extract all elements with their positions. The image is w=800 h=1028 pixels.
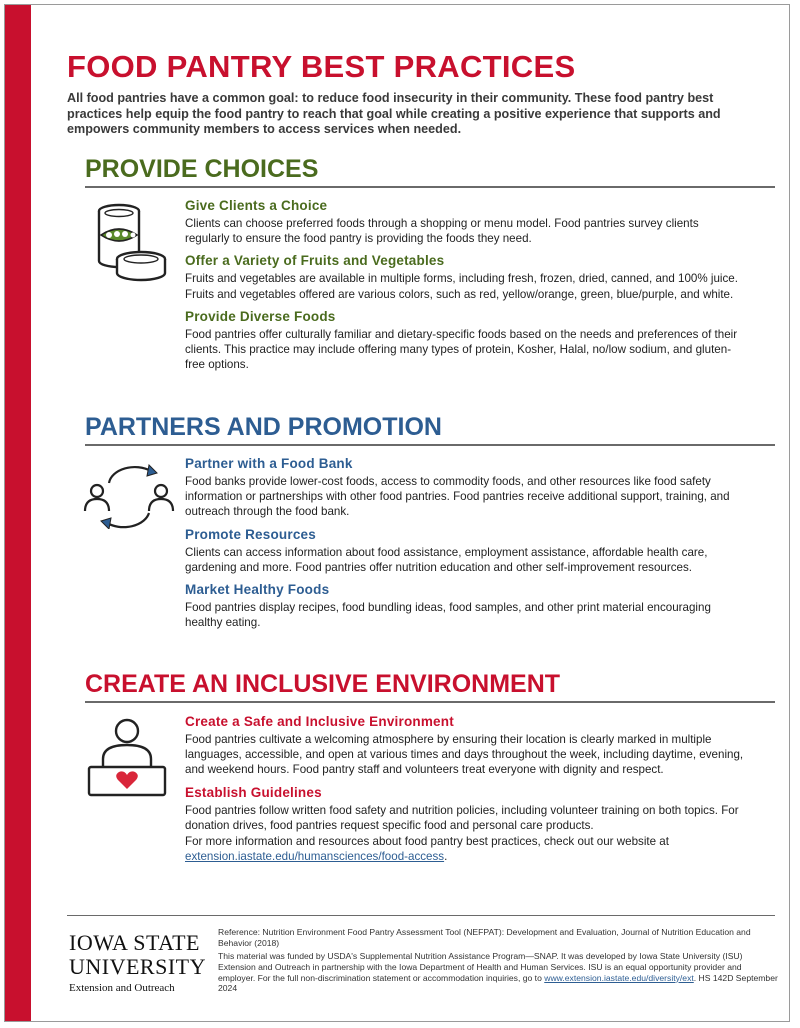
item-text: Food pantries follow written food safety and nutrition policies, including volunteer training on both topics. For donation drives, food pantries request specific food and personal care products. bbox=[185, 803, 739, 832]
more-info-label: For more information and resources about food pantry best practices, check out our website at bbox=[185, 835, 669, 849]
item-title: Offer a Variety of Fruits and Vegetables bbox=[185, 253, 445, 269]
section-heading-provide-choices: PROVIDE CHOICES bbox=[85, 155, 775, 188]
more-info-period: . bbox=[444, 850, 448, 864]
inclusive-environment-block bbox=[185, 714, 745, 871]
funding-text: This material was funded by USDA's Supplemental Nutrition Assistance Program—SNAP. It was developed by Iowa State University (ISU) Extension and Outreach in partnership with the Iowa Department of Health and Human Services. ISU is an equal opportunity provider and employer. For the full non-discrimination statement or accommodation inquiries, go to bbox=[218, 951, 743, 983]
provide-choices-block bbox=[185, 198, 745, 379]
intro-paragraph: All food pantries have a common goal: to reduce food insecurity in their community. These food pantry best practices help equip the food pantry to reach that goal while creating a positive experience that supports and empowers community members to access services when needed. bbox=[67, 91, 721, 136]
diversity-link[interactable]: www.extension.iastate.edu/diversity/ext bbox=[544, 972, 694, 983]
food-access-link[interactable]: extension.iastate.edu/humansciences/food-access bbox=[185, 850, 445, 864]
canned-food-icon bbox=[93, 201, 171, 292]
partners-promotion-block bbox=[185, 456, 745, 637]
page-title: FOOD PANTRY BEST PRACTICES bbox=[67, 49, 576, 84]
item-title: Promote Resources bbox=[185, 526, 316, 542]
person-holding-heart-icon bbox=[85, 717, 169, 804]
footer-divider bbox=[67, 915, 775, 916]
item-title: Market Healthy Foods bbox=[185, 582, 330, 598]
item-text: Food pantries display recipes, food bundling ideas, food samples, and other print material encouraging healthy eating. bbox=[185, 601, 711, 630]
item-text: Fruits and vegetables are available in multiple forms, including fresh, frozen, dried, canned, and 100% juice. Fruits and vegetables offered are various colors, such as red, yellow/orange, green, blue/purple, and white. bbox=[185, 272, 738, 301]
section-heading-partners-promotion: PARTNERS AND PROMOTION bbox=[85, 413, 775, 446]
reference-text: Reference: Nutrition Environment Food Pantry Assessment Tool (NEFPAT): Development and Evaluation, Journal of Nutrition Education and Behavior (2018) bbox=[218, 927, 751, 948]
logo-line-2: UNIVERSITY bbox=[69, 954, 206, 979]
item-title: Give Clients a Choice bbox=[185, 198, 328, 213]
item-title: Provide Diverse Foods bbox=[185, 308, 336, 324]
item-title: Partner with a Food Bank bbox=[185, 456, 353, 471]
item-title: Establish Guidelines bbox=[185, 784, 322, 800]
logo-line-3: Extension and Outreach bbox=[69, 982, 175, 994]
item-text: Food pantries offer culturally familiar and dietary-specific foods based on the needs and preferences of their clients. This practice may include offering many types of protein, Kosher, Halal, no/low sodium, and gluten-free options. bbox=[185, 327, 738, 372]
red-side-bar bbox=[5, 5, 31, 1021]
partnership-exchange-icon bbox=[83, 463, 175, 534]
flyer-page bbox=[4, 4, 790, 1022]
publication-info: HS 142D September 2024 bbox=[218, 972, 778, 994]
item-text: Food banks provide lower-cost foods, access to commodity foods, and other resources like food safety information or partnerships with other food pantries. Food pantries receive additional support, training, and outreach through the food bank. bbox=[185, 475, 730, 519]
section-heading-inclusive-environment: CREATE AN INCLUSIVE ENVIRONMENT bbox=[85, 670, 775, 703]
more-info-text bbox=[185, 834, 745, 864]
logo-line-1: IOWA STATE bbox=[69, 930, 200, 955]
item-text: Clients can access information about food assistance, employment assistance, affordable health care, gardening and more. Food pantries offer nutrition education and other self-improvement resources. bbox=[185, 545, 708, 574]
item-title: Create a Safe and Inclusive Environment bbox=[185, 714, 454, 729]
iowa-state-logo bbox=[69, 931, 209, 994]
item-text: Food pantries cultivate a welcoming atmosphere by ensuring their location is clearly marked in multiple languages, accessible, and open at various times and days throughout the week, including daytime, evening, and weekend hours. Food pantry staff and volunteers treat everyone with dignity and respect. bbox=[185, 733, 744, 777]
funding-statement: This material was funded by USDA's Supplemental Nutrition Assistance Program—SNAP. It was developed by Iowa State University (ISU) Extension and Outreach in partnership with the Iowa Department of Health and Human Services. ISU is an equal opportunity provider and employer. For the full non-discrimination statement or accommodation inquiries, go to www.extension.iastate.edu/diversity/ext. HS 142D September 2024 bbox=[218, 951, 778, 994]
item-text: Clients can choose preferred foods through a shopping or menu model. Food pantries survey clients regularly to ensure the food pantry is providing the foods they need. bbox=[185, 217, 699, 246]
